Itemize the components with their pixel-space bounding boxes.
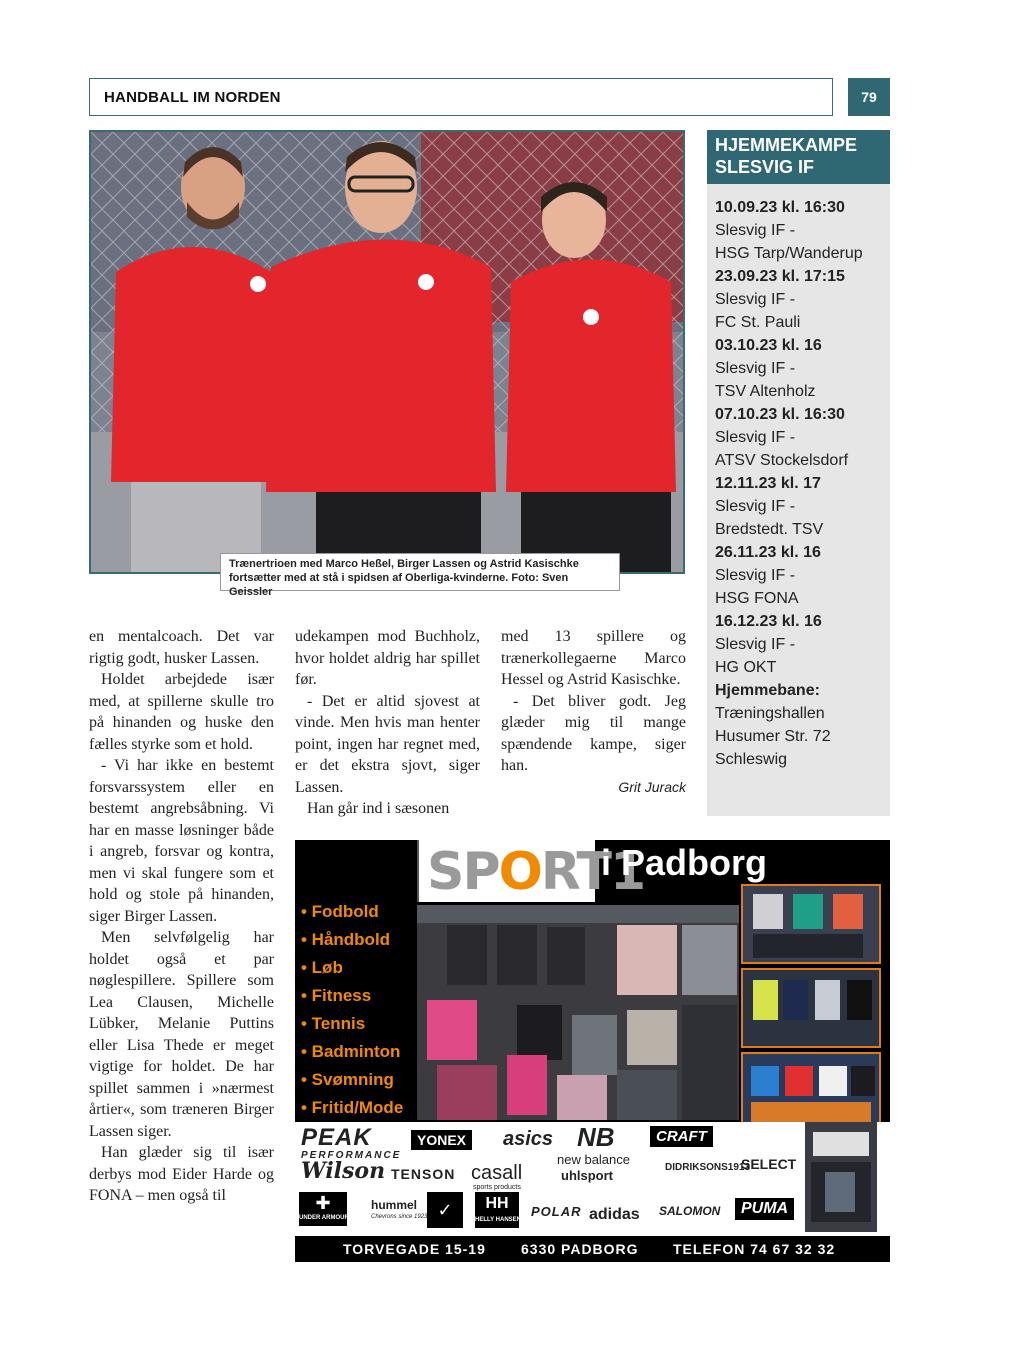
nike-logo: ✓ — [427, 1192, 463, 1228]
paragraph: - Det er altid sjovest at vinde. Men hvis man henter point, ingen har regnet med, er det ekstra sjovt, siger Lassen. — [295, 692, 480, 796]
select-logo: SELECT — [741, 1156, 797, 1172]
new-balance-logo: NB — [577, 1122, 615, 1152]
match-date: 03.10.23 kl. 16 — [715, 337, 822, 354]
peak-sub: PERFORMANCE — [301, 1150, 402, 1161]
shop-thumbnail — [741, 1052, 881, 1132]
store-front-illustration — [805, 1122, 877, 1232]
ad-city: 6330 PADBORG — [521, 1241, 639, 1257]
match-home: Slesvig IF - — [715, 360, 796, 377]
peak-logo: PEAK — [301, 1124, 372, 1151]
match-away: FC St. Pauli — [715, 314, 801, 331]
logo-o: O — [498, 842, 541, 902]
under-armour-text: UNDER ARMOUR — [299, 1215, 349, 1221]
paragraph: - Vi har ikke en bestemt forsvarssystem eller en bestemt angrebsåbning. Vi har en masse løsninger både i angreb, forsvar og kontra, men vi skal fungere som et hold og stole på hinanden, siger Birger Lassen. — [89, 757, 274, 925]
wilson-logo: Wilson — [301, 1158, 386, 1184]
venue-line: Træningshallen — [715, 705, 825, 722]
sport-item: • Fritid/Mode — [301, 1098, 404, 1117]
asics-logo: asics — [503, 1128, 554, 1150]
logo-prefix: SP — [427, 842, 499, 902]
venue-line: Husumer Str. 72 — [715, 728, 831, 745]
coaches-illustration — [91, 132, 683, 572]
page-number: 79 — [848, 78, 890, 116]
match-date: 16.12.23 kl. 16 — [715, 613, 822, 630]
match-away: Bredstedt. TSV — [715, 521, 824, 538]
shop-illustration — [417, 905, 739, 1120]
match-date: 10.09.23 kl. 16:30 — [715, 199, 845, 216]
section-header — [89, 78, 833, 116]
title-line-2: SLESVIG IF — [715, 157, 815, 177]
match-home: Slesvig IF - — [715, 222, 796, 239]
match-home: Slesvig IF - — [715, 429, 796, 446]
uhlsport-logo: uhlsport — [561, 1168, 613, 1183]
hh-text: HELLY HANSEN — [475, 1217, 522, 1223]
ad-address: TORVEGADE 15-19 — [343, 1241, 486, 1257]
match-away: HSG Tarp/Wanderup — [715, 245, 863, 262]
match-date: 07.10.23 kl. 16:30 — [715, 406, 845, 423]
yonex-logo: YONEX — [411, 1130, 472, 1150]
sport1-logo — [417, 840, 645, 902]
logo-suffix: RT1 — [540, 842, 645, 902]
paragraph: Men selvfølgelig har holdet også et par nøglespillere. Spillere som Lea Clausen, Michelle Lübker, Melanie Puttins eller Lisa Thede er meget vigtige for holdet. De har spillet sammen i »nærmest årtier«, som træneren Birger Lassen siger. — [89, 929, 274, 1140]
match-away: TSV Altenholz — [715, 383, 816, 400]
match-away: HSG FONA — [715, 590, 799, 607]
match-date: 26.11.23 kl. 16 — [715, 544, 821, 561]
home-matches-box — [707, 130, 890, 816]
paragraph: med 13 spillere og trænerkollegaerne Marco Hessel og Astrid Kasischke. — [501, 628, 686, 688]
paragraph: en mentalcoach. Det var rigtig godt, husker Lassen. — [89, 628, 274, 667]
match-date: 12.11.23 kl. 17 — [715, 475, 821, 492]
paragraph: udekampen mod Buchholz, hvor holdet aldrig har spillet før. — [295, 628, 480, 688]
match-date: 23.09.23 kl. 17:15 — [715, 268, 845, 285]
sports-list — [301, 898, 403, 1122]
under-armour-mark: ✚ — [315, 1193, 331, 1213]
brand-logos — [295, 1122, 890, 1234]
shop-thumbnail — [741, 968, 881, 1048]
match-home: Slesvig IF - — [715, 498, 796, 515]
hummel-logo: hummel — [371, 1198, 418, 1212]
author-byline: Grit Jurack — [618, 778, 686, 795]
sport-item: • Fitness — [301, 986, 372, 1005]
under-armour-logo — [299, 1192, 347, 1226]
home-matches-title — [707, 130, 890, 184]
polar-logo: POLAR — [531, 1204, 582, 1219]
thumb-illustration — [743, 1054, 879, 1130]
ad-contact-bar — [295, 1234, 890, 1262]
match-home: Slesvig IF - — [715, 291, 796, 308]
tenson-logo: TENSON — [391, 1166, 456, 1182]
match-away: HG OKT — [715, 659, 777, 676]
ad-phone: TELEFON 74 67 32 32 — [673, 1241, 836, 1257]
casall-sub: sports products — [473, 1184, 521, 1191]
craft-logo: CRAFT — [650, 1126, 713, 1147]
sport-item: • Fodbold — [301, 902, 379, 921]
section-title: HANDBALL IM NORDEN — [104, 88, 281, 106]
ad-town: i Padborg — [601, 842, 768, 883]
new-balance-text: new balance — [557, 1152, 630, 1167]
match-away: ATSV Stockelsdorf — [715, 452, 849, 469]
match-list — [707, 184, 890, 771]
sport-item: • Løb — [301, 958, 343, 977]
thumb-illustration — [743, 886, 879, 962]
helly-hansen-logo — [475, 1192, 522, 1228]
sport-item: • Håndbold — [301, 930, 391, 949]
shop-thumbnail — [741, 884, 881, 964]
match-home: Slesvig IF - — [715, 567, 796, 584]
sport-item: • Badminton — [301, 1042, 401, 1061]
article-column-2 — [295, 626, 480, 820]
article-column-3 — [501, 626, 686, 798]
article-column-1 — [89, 626, 274, 1207]
title-line-1: HJEMMEKAMPE — [715, 135, 858, 155]
thumb-illustration — [743, 970, 879, 1046]
salomon-logo: SALOMON — [659, 1204, 721, 1218]
sport1-advertisement[interactable] — [295, 840, 890, 1262]
hummel-sub: Chevrons since 1923 — [371, 1214, 428, 1220]
paragraph: Holdet arbejdede især med, at spillerne skulle tro på hinanden og huske den fælles styrke som et hold. — [89, 671, 274, 753]
paragraph: - Det bliver godt. Jeg glæder mig til mange spændende kampe, siger han. — [501, 692, 686, 774]
photo-caption: Trænertrioen med Marco Heßel, Birger Lassen og Astrid Kasischke fortsætter med at stå i spidsen af Oberliga-kvinderne. Foto: Sven Geissler — [220, 553, 620, 591]
puma-logo: PUMA — [735, 1198, 794, 1220]
paragraph: Han glæder sig til især derbys mod Eider Harde og FONA – men også til — [89, 1144, 274, 1204]
sport-item: • Tennis — [301, 1014, 366, 1033]
paragraph: Han går ind i sæsonen — [307, 800, 450, 817]
venue-line: Schleswig — [715, 751, 788, 768]
adidas-logo: adidas — [589, 1206, 640, 1223]
casall-logo: casall — [471, 1162, 523, 1184]
team-photo — [89, 130, 685, 574]
sport-item: • Svømning — [301, 1070, 394, 1089]
shop-thumbnails — [741, 884, 885, 1136]
shop-interior-photo — [417, 905, 739, 1120]
venue-label: Hjemmebane: — [715, 682, 820, 699]
match-home: Slesvig IF - — [715, 636, 796, 653]
store-front-photo — [805, 1122, 877, 1232]
hh-mark: HH — [485, 1195, 509, 1212]
didriksons-logo: DIDRIKSONS1913 — [665, 1162, 751, 1173]
